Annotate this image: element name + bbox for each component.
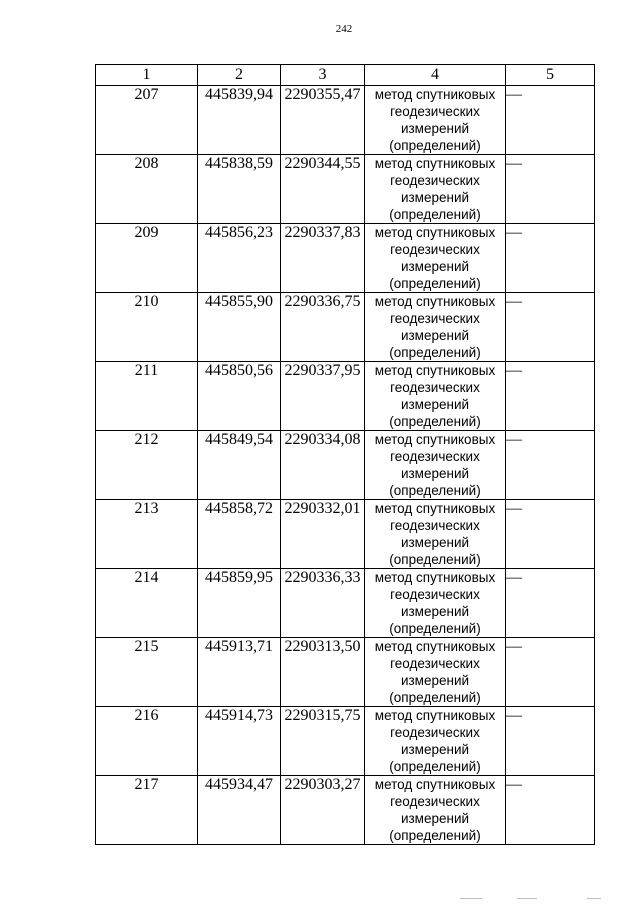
cell-x-coordinate: 445849,54: [198, 431, 281, 500]
cell-note: —: [506, 500, 595, 569]
cell-x-coordinate: 445855,90: [198, 293, 281, 362]
cell-y-coordinate: 2290315,75: [281, 707, 365, 776]
cell-method: метод спутниковых геодезических измерений (определений): [365, 431, 506, 500]
coordinates-table: [95, 64, 595, 845]
cell-x-coordinate: 445838,59: [198, 155, 281, 224]
cell-point-number: 213: [96, 500, 198, 569]
cell-y-coordinate: 2290337,83: [281, 224, 365, 293]
cell-y-coordinate: 2290336,75: [281, 293, 365, 362]
cell-point-number: 211: [96, 362, 198, 431]
cell-method: метод спутниковых геодезических измерений (определений): [365, 293, 506, 362]
cell-point-number: 216: [96, 707, 198, 776]
cell-x-coordinate: 445859,95: [198, 569, 281, 638]
table-row: [96, 569, 595, 638]
cell-x-coordinate: 445856,23: [198, 224, 281, 293]
cell-point-number: 217: [96, 776, 198, 845]
cell-x-coordinate: 445913,71: [198, 638, 281, 707]
cell-x-coordinate: 445914,73: [198, 707, 281, 776]
cell-note: —: [506, 707, 595, 776]
cell-y-coordinate: 2290313,50: [281, 638, 365, 707]
table-row: [96, 86, 595, 155]
cell-method: метод спутниковых геодезических измерений (определений): [365, 362, 506, 431]
table-row: [96, 224, 595, 293]
page-number: 242: [335, 23, 353, 35]
cell-note: —: [506, 638, 595, 707]
column-header-5: 5: [506, 65, 595, 86]
table-row: [96, 431, 595, 500]
table-row: [96, 500, 595, 569]
cell-method: метод спутниковых геодезических измерений (определений): [365, 86, 506, 155]
cell-y-coordinate: 2290337,95: [281, 362, 365, 431]
column-header-4: 4: [365, 65, 506, 86]
cell-x-coordinate: 445934,47: [198, 776, 281, 845]
cell-note: —: [506, 362, 595, 431]
column-header-3: 3: [281, 65, 365, 86]
cell-point-number: 214: [96, 569, 198, 638]
cell-x-coordinate: 445839,94: [198, 86, 281, 155]
cell-note: —: [506, 86, 595, 155]
cell-note: —: [506, 569, 595, 638]
cell-y-coordinate: 2290355,47: [281, 86, 365, 155]
cell-method: метод спутниковых геодезических измерений (определений): [365, 638, 506, 707]
cell-y-coordinate: 2290336,33: [281, 569, 365, 638]
table-body: [96, 86, 595, 845]
table-row: [96, 362, 595, 431]
cell-method: метод спутниковых геодезических измерений (определений): [365, 776, 506, 845]
scan-artifact: [455, 898, 605, 901]
cell-method: метод спутниковых геодезических измерений (определений): [365, 224, 506, 293]
cell-y-coordinate: 2290344,55: [281, 155, 365, 224]
cell-method: метод спутниковых геодезических измерений (определений): [365, 707, 506, 776]
cell-y-coordinate: 2290332,01: [281, 500, 365, 569]
cell-method: метод спутниковых геодезических измерений (определений): [365, 569, 506, 638]
cell-note: —: [506, 776, 595, 845]
cell-point-number: 208: [96, 155, 198, 224]
column-header-1: 1: [96, 65, 198, 86]
cell-note: —: [506, 293, 595, 362]
cell-point-number: 209: [96, 224, 198, 293]
cell-point-number: 210: [96, 293, 198, 362]
column-header-2: 2: [198, 65, 281, 86]
table-row: [96, 776, 595, 845]
cell-method: метод спутниковых геодезических измерений (определений): [365, 500, 506, 569]
table-row: [96, 638, 595, 707]
cell-method: метод спутниковых геодезических измерений (определений): [365, 155, 506, 224]
cell-note: —: [506, 431, 595, 500]
table-row: [96, 293, 595, 362]
cell-point-number: 212: [96, 431, 198, 500]
cell-y-coordinate: 2290334,08: [281, 431, 365, 500]
cell-point-number: 215: [96, 638, 198, 707]
cell-point-number: 207: [96, 86, 198, 155]
cell-y-coordinate: 2290303,27: [281, 776, 365, 845]
cell-note: —: [506, 155, 595, 224]
table-row: [96, 155, 595, 224]
table-row: [96, 707, 595, 776]
cell-note: —: [506, 224, 595, 293]
table-header-row: [96, 65, 595, 86]
cell-x-coordinate: 445850,56: [198, 362, 281, 431]
cell-x-coordinate: 445858,72: [198, 500, 281, 569]
